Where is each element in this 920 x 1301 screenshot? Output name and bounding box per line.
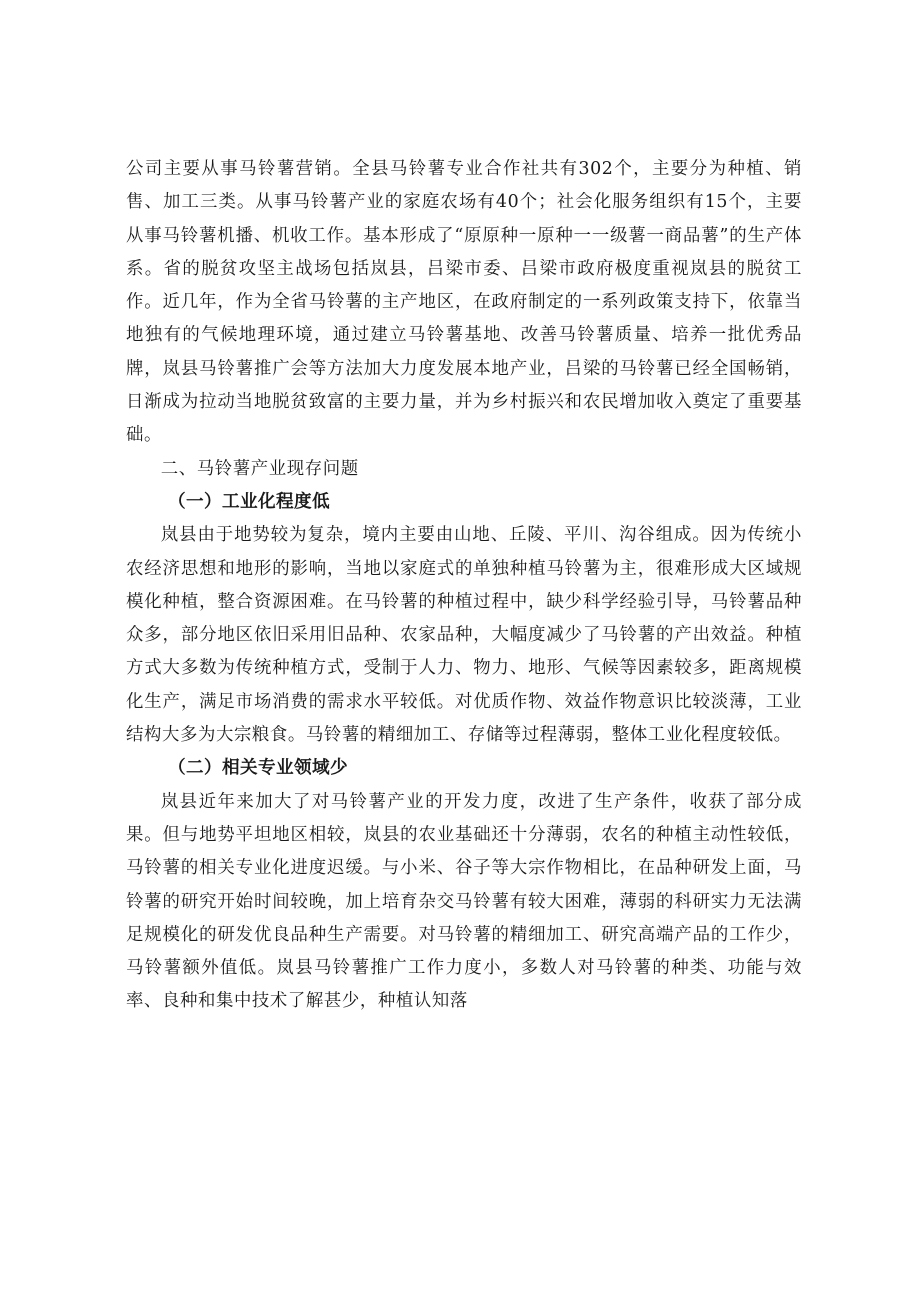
subsection-heading-industrialization: （一）工业化程度低	[168, 491, 330, 512]
subsection-heading-specialization: （二）相关专业领域少	[168, 758, 348, 779]
section-heading-existing-problems: 二、马铃薯产业现存问题	[160, 458, 359, 479]
paragraph-industrialization: 岚县由于地势较为复杂，境内主要由山地、丘陵、平川、沟谷组成。因为传统小农经济思想和地形的影响，当地以家庭式的单独种植马铃薯为主，很难形成大区域规模化种植，整合资源困难。在马铃薯的种植过程中，缺少科学经验引导，马铃薯品种众多，部分地区依旧采用旧品种、农家品种，大幅度减少了马铃薯的产出效益。种植方式大多数为传统种植方式，受制于人力、物力、地形、气候等因素较多，距离规模化生产，满足市场消费的需求水平较低。对优质作物、效益作物意识比较淡薄，工业结构大多为大宗粮食。马铃薯的精细加工、存储等过程薄弱，整体工业化程度较低。	[126, 525, 802, 746]
paragraph-specialization: 岚县近年来加大了对马铃薯产业的开发力度，改进了生产条件，收获了部分成果。但与地势平坦地区相较，岚县的农业基础还十分薄弱，农名的种植主动性较低，马铃薯的相关专业化进度迟缓。与小米、谷子等大宗作物相比，在品种研发上面，马铃薯的研究开始时间较晚，加上培育杂交马铃薯有较大困难，薄弱的科研实力无法满足规模化的研发优良品种生产需要。对马铃薯的精细加工、研究高端产品的工作少，马铃薯额外值低。岚县马铃薯推广工作力度小，多数人对马铃薯的种类、功能与效率、良种和集中技术了解甚少，种植认知落	[126, 791, 802, 1012]
paragraph-county-overview: 公司主要从事马铃薯营销。全县马铃薯专业合作社共有302个，主要分为种植、销售、加工三类。从事马铃薯产业的家庭农场有40个；社会化服务组织有15个，主要从事马铃薯机播、机收工作。基本形成了“原原种一原种一一级薯一商品薯”的生产体系。省的脱贫攻坚主战场包括岚县，吕梁市委、吕梁市政府极度重视岚县的脱贫工作。近几年，作为全省马铃薯的主产地区，在政府制定的一系列政策支持下，依靠当地独有的气候地理环境，通过建立马铃薯基地、改善马铃薯质量、培养一批优秀品牌，岚县马铃薯推广会等方法加大力度发展本地产业，吕梁的马铃薯已经全国畅销，日渐成为拉动当地脱贫致富的主要力量，并为乡村振兴和农民增加收入奠定了重要基础。	[126, 159, 802, 446]
document-body	[126, 153, 802, 1019]
